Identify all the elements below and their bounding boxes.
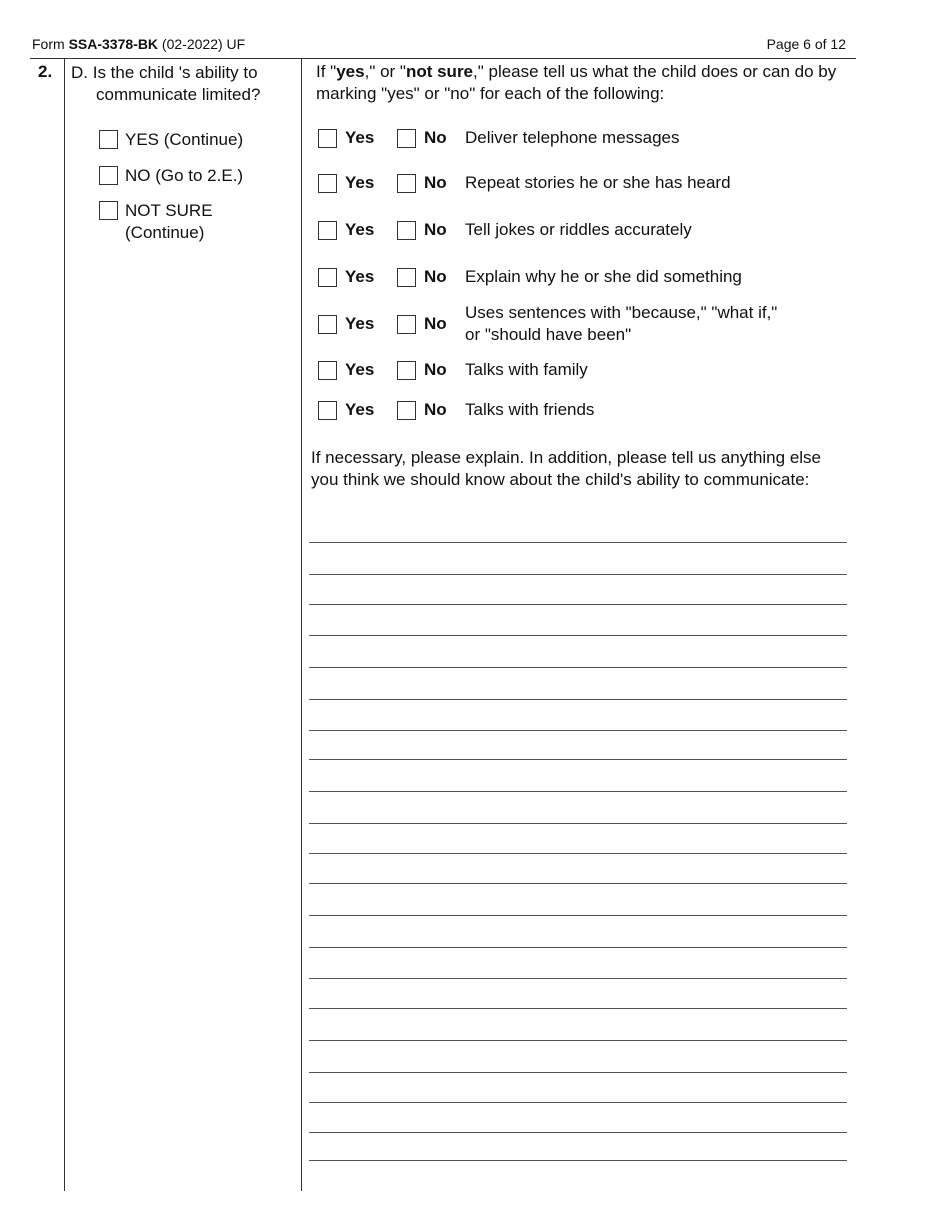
yes-checkbox[interactable]	[318, 315, 337, 334]
yes-label: Yes	[345, 314, 375, 333]
writing-line[interactable]	[309, 1072, 847, 1073]
item-row	[318, 116, 848, 160]
no-label: No	[424, 128, 447, 147]
question-line-1: D. Is the child 's ability to	[71, 63, 258, 82]
item-row	[318, 208, 848, 252]
intro-part-3: ," please tell us what the child does or can do by marking "yes" or "no" for each of the following:	[316, 62, 837, 103]
option-yes[interactable]	[99, 129, 243, 151]
yes-label: Yes	[345, 173, 375, 192]
form-suffix: (02-2022) UF	[158, 36, 246, 52]
writing-line[interactable]	[309, 759, 847, 760]
writing-line[interactable]	[309, 667, 847, 668]
instructions	[316, 61, 846, 105]
yes-checkbox[interactable]	[318, 401, 337, 420]
option-not-sure-checkbox[interactable]	[99, 201, 118, 220]
writing-line[interactable]	[309, 635, 847, 636]
writing-line[interactable]	[309, 915, 847, 916]
item-row	[318, 388, 848, 432]
item-text: Tell jokes or riddles accurately	[465, 220, 692, 239]
option-no-checkbox[interactable]	[99, 166, 118, 185]
no-label: No	[424, 360, 447, 379]
option-not-sure-line-2: (Continue)	[125, 223, 205, 242]
writing-line[interactable]	[309, 823, 847, 824]
item-text: Deliver telephone messages	[465, 128, 680, 147]
item-text: Repeat stories he or she has heard	[465, 173, 731, 192]
yes-checkbox[interactable]	[318, 361, 337, 380]
intro-part-1: If "	[316, 62, 337, 81]
item-row	[318, 161, 848, 205]
option-not-sure[interactable]	[99, 200, 213, 244]
writing-line[interactable]	[309, 574, 847, 575]
no-label: No	[424, 314, 447, 333]
form-number: SSA-3378-BK	[68, 36, 159, 52]
item-row	[318, 255, 848, 299]
no-checkbox[interactable]	[397, 268, 416, 287]
writing-line[interactable]	[309, 791, 847, 792]
no-checkbox[interactable]	[397, 221, 416, 240]
column-divider-1	[64, 58, 65, 1191]
no-label: No	[424, 173, 447, 192]
no-label: No	[424, 267, 447, 286]
writing-line[interactable]	[309, 1132, 847, 1133]
writing-line[interactable]	[309, 853, 847, 854]
question-line-2: communicate limited?	[96, 85, 261, 104]
form-id	[32, 36, 245, 52]
writing-line[interactable]	[309, 1008, 847, 1009]
writing-line[interactable]	[309, 699, 847, 700]
item-text-line-1: Uses sentences with "because," "what if,"	[465, 303, 778, 322]
yes-label: Yes	[345, 128, 375, 147]
item-text: Explain why he or she did something	[465, 267, 742, 286]
no-checkbox[interactable]	[397, 315, 416, 334]
item-text: Talks with friends	[465, 400, 595, 419]
yes-checkbox[interactable]	[318, 129, 337, 148]
header-divider	[30, 58, 856, 59]
question-number: 2.	[38, 62, 53, 81]
writing-line[interactable]	[309, 730, 847, 731]
question-text	[71, 62, 296, 106]
intro-not-sure: not sure	[405, 62, 474, 81]
no-checkbox[interactable]	[397, 361, 416, 380]
writing-line[interactable]	[309, 1102, 847, 1103]
yes-label: Yes	[345, 400, 375, 419]
yes-checkbox[interactable]	[318, 268, 337, 287]
writing-line[interactable]	[309, 1160, 847, 1161]
option-yes-label: YES (Continue)	[125, 130, 244, 149]
form-prefix: Form	[32, 36, 69, 52]
item-text: Talks with family	[465, 360, 588, 379]
no-label: No	[424, 220, 447, 239]
writing-line[interactable]	[309, 978, 847, 979]
yes-checkbox[interactable]	[318, 221, 337, 240]
no-checkbox[interactable]	[397, 401, 416, 420]
page-number: Page 6 of 12	[766, 36, 846, 52]
item-text-line-2: or "should have been"	[465, 325, 632, 344]
no-checkbox[interactable]	[397, 129, 416, 148]
intro-part-2: ," or "	[364, 62, 406, 81]
writing-line[interactable]	[309, 883, 847, 884]
item-row	[318, 302, 848, 346]
yes-label: Yes	[345, 220, 375, 239]
writing-line[interactable]	[309, 542, 847, 543]
option-no-label: NO (Go to 2.E.)	[125, 166, 244, 185]
no-label: No	[424, 400, 447, 419]
yes-label: Yes	[345, 360, 375, 379]
intro-yes: yes	[336, 62, 365, 81]
writing-line[interactable]	[309, 947, 847, 948]
yes-label: Yes	[345, 267, 375, 286]
no-checkbox[interactable]	[397, 174, 416, 193]
option-yes-checkbox[interactable]	[99, 130, 118, 149]
column-divider-2	[301, 58, 302, 1191]
option-no[interactable]	[99, 165, 243, 187]
yes-checkbox[interactable]	[318, 174, 337, 193]
writing-line[interactable]	[309, 1040, 847, 1041]
explain-instructions: If necessary, please explain. In addition, please tell us anything else you think we should know about the child's ability to communicate:	[311, 448, 821, 489]
writing-line[interactable]	[309, 604, 847, 605]
item-row	[318, 348, 848, 392]
option-not-sure-label	[125, 200, 213, 244]
item-text	[465, 302, 777, 346]
option-not-sure-line-1: NOT SURE	[125, 201, 213, 220]
